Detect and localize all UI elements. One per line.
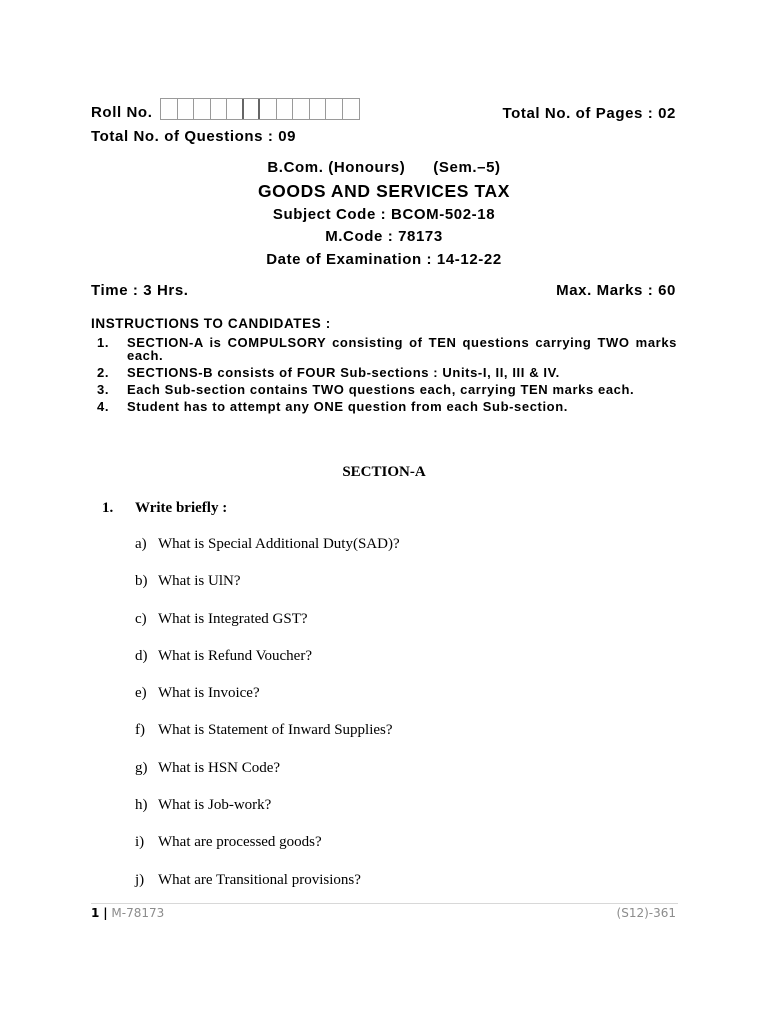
sub-question-letter: d) <box>135 647 148 664</box>
sub-question-letter: i) <box>135 834 145 851</box>
m-code: M.Code : 78173 <box>325 228 443 245</box>
instructions-list <box>97 336 677 417</box>
exam-date: Date of Examination : 14-12-22 <box>266 251 502 268</box>
sub-question <box>135 611 400 648</box>
subject-code: Subject Code : BCOM-502-18 <box>272 206 496 223</box>
sub-question-text: What are Transitional provisions? <box>158 871 361 888</box>
total-pages: Total No. of Pages : 02 <box>502 105 676 122</box>
course-line <box>0 159 768 176</box>
instruction-item <box>97 336 677 362</box>
sub-question-text: What is UlN? <box>158 573 241 590</box>
instruction-item <box>97 366 677 379</box>
sub-question-letter: b) <box>135 573 148 590</box>
instruction-text: SECTIONS-B consists of FOUR Sub-sections : Units-I, II, III & IV. <box>127 365 560 380</box>
roll-number-box[interactable] <box>277 99 294 119</box>
sub-question <box>135 797 400 834</box>
roll-number-box[interactable] <box>161 99 178 119</box>
roll-number-box[interactable] <box>211 99 228 119</box>
sub-question <box>135 834 400 871</box>
total-questions: Total No. of Questions : 09 <box>91 128 297 145</box>
roll-number-box[interactable] <box>244 99 261 119</box>
sub-question <box>135 648 400 685</box>
instruction-number: 4. <box>97 399 110 414</box>
footer-code: M-78173 <box>111 906 165 920</box>
sub-question-text: What is Invoice? <box>158 685 260 702</box>
sub-question-letter: a) <box>135 536 147 552</box>
instruction-item <box>97 400 677 413</box>
sub-question-letter: g) <box>135 759 148 776</box>
roll-number-box[interactable] <box>260 99 277 119</box>
sub-question-letter: h) <box>135 797 148 814</box>
instruction-text: Each Sub-section contains TWO questions each, carrying TEN marks each. <box>127 382 635 397</box>
instruction-number: 1. <box>97 335 110 350</box>
sub-question-letter: j) <box>135 871 145 888</box>
question-number: 1. <box>102 500 114 516</box>
instruction-number: 2. <box>97 365 110 380</box>
max-marks: Max. Marks : 60 <box>556 282 676 299</box>
roll-number-label: Roll No. <box>91 104 153 121</box>
instruction-text: SECTION-A is COMPULSORY consisting of TEN questions carrying TWO marks each. <box>127 335 677 363</box>
instructions-heading: INSTRUCTIONS TO CANDIDATES : <box>91 316 331 331</box>
course-name: B.Com. (Honours) <box>267 159 406 176</box>
sub-question-letter: c) <box>135 610 147 627</box>
sub-question-letter: f) <box>135 722 145 739</box>
sub-question-text: What is Job-work? <box>158 797 272 814</box>
semester: (Sem.–5) <box>433 159 501 176</box>
sub-question-text: What is Statement of Inward Supplies? <box>158 722 393 739</box>
instruction-text: Student has to attempt any ONE question from each Sub-section. <box>127 399 568 414</box>
question-title: Write briefly : <box>135 500 228 516</box>
page-number: 1 <box>91 906 100 920</box>
instruction-item <box>97 383 677 396</box>
sub-question-text: What is HSN Code? <box>158 759 281 776</box>
sub-question-text: What is Integrated GST? <box>158 610 308 627</box>
roll-number-box[interactable] <box>310 99 327 119</box>
sub-question <box>135 722 400 759</box>
footer-divider <box>91 903 678 904</box>
instruction-number: 3. <box>97 382 110 397</box>
roll-number-box[interactable] <box>227 99 244 119</box>
footer-page-info <box>91 906 164 920</box>
exam-time: Time : 3 Hrs. <box>91 282 189 299</box>
section-a-heading: SECTION-A <box>342 464 426 480</box>
sub-question-letter: e) <box>135 685 147 702</box>
sub-question-text: What is Special Additional Duty(SAD)? <box>158 536 400 552</box>
roll-number-box[interactable] <box>326 99 343 119</box>
roll-number-box[interactable] <box>293 99 310 119</box>
roll-number-boxes[interactable] <box>160 98 360 120</box>
footer-reference: (S12)-361 <box>616 906 676 920</box>
sub-question <box>135 685 400 722</box>
roll-number-box[interactable] <box>194 99 211 119</box>
sub-question <box>135 573 400 610</box>
sub-question <box>135 536 400 573</box>
sub-question-text: What are processed goods? <box>158 834 322 851</box>
sub-question-list <box>135 536 400 909</box>
roll-number-box[interactable] <box>343 99 360 119</box>
paper-title: GOODS AND SERVICES TAX <box>257 181 511 201</box>
roll-number-box[interactable] <box>178 99 195 119</box>
sub-question <box>135 760 400 797</box>
footer-separator: | <box>103 906 108 920</box>
sub-question-text: What is Refund Voucher? <box>158 647 312 664</box>
